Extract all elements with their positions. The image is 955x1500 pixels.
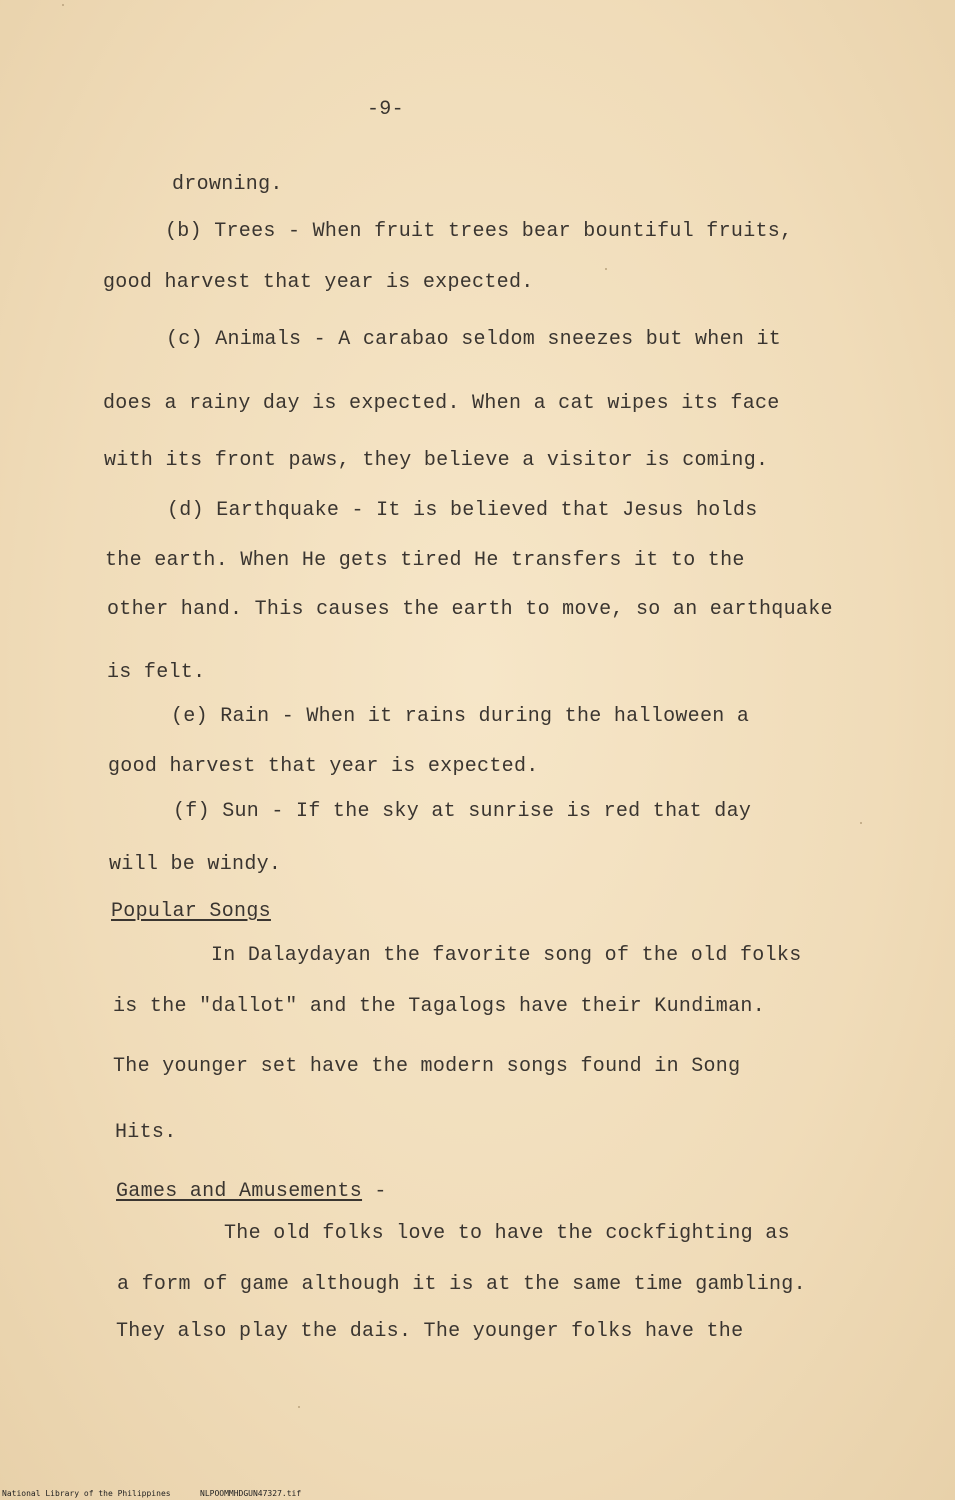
text-line: (f) Sun - If the sky at sunrise is red that day [173, 800, 752, 823]
text-line: The old folks love to have the cockfighting as [224, 1222, 790, 1245]
text-line: good harvest that year is expected. [108, 755, 539, 778]
text-line: good harvest that year is expected. [103, 271, 534, 294]
text-line: drowning. [172, 173, 283, 196]
section-heading-popular-songs: Popular Songs [111, 900, 271, 923]
text-line: In Dalaydayan the favorite song of the old folks [211, 944, 802, 967]
text-line: (e) Rain - When it rains during the halloween a [171, 705, 750, 728]
text-line: will be windy. [109, 853, 282, 876]
text-line: the earth. When He gets tired He transfers it to the [105, 549, 745, 572]
paper-speck [298, 1406, 300, 1408]
text-line: The younger set have the modern songs found in Song [113, 1055, 741, 1078]
text-line: (d) Earthquake - It is believed that Jesus holds [167, 499, 758, 522]
paper-speck [62, 4, 64, 6]
text-line: is felt. [107, 661, 206, 684]
footer-filename: NLPOOMMHDGUN47327.tif [200, 1489, 302, 1498]
text-line: Hits. [115, 1121, 177, 1144]
page-number: -9- [367, 98, 404, 121]
text-line: does a rainy day is expected. When a cat wipes its face [103, 392, 780, 415]
footer-library: National Library of the Philippines [2, 1489, 171, 1498]
games-heading-label: Games and Amusements [116, 1180, 363, 1203]
text-line: other hand. This causes the earth to move, so an earthquake [107, 598, 833, 621]
text-line: a form of game although it is at the same time gambling. [117, 1273, 806, 1296]
section-heading-games [116, 1180, 387, 1204]
paper-speck [860, 822, 862, 824]
text-line: They also play the dais. The younger folks have the [116, 1320, 744, 1343]
paper-speck [605, 268, 607, 270]
games-heading-suffix: - [362, 1180, 387, 1203]
text-line: (c) Animals - A carabao seldom sneezes but when it [166, 328, 782, 351]
text-line: with its front paws, they believe a visitor is coming. [104, 449, 769, 472]
text-line: is the "dallot" and the Tagalogs have their Kundiman. [113, 995, 766, 1018]
text-line: (b) Trees - When fruit trees bear bountiful fruits, [165, 220, 793, 243]
